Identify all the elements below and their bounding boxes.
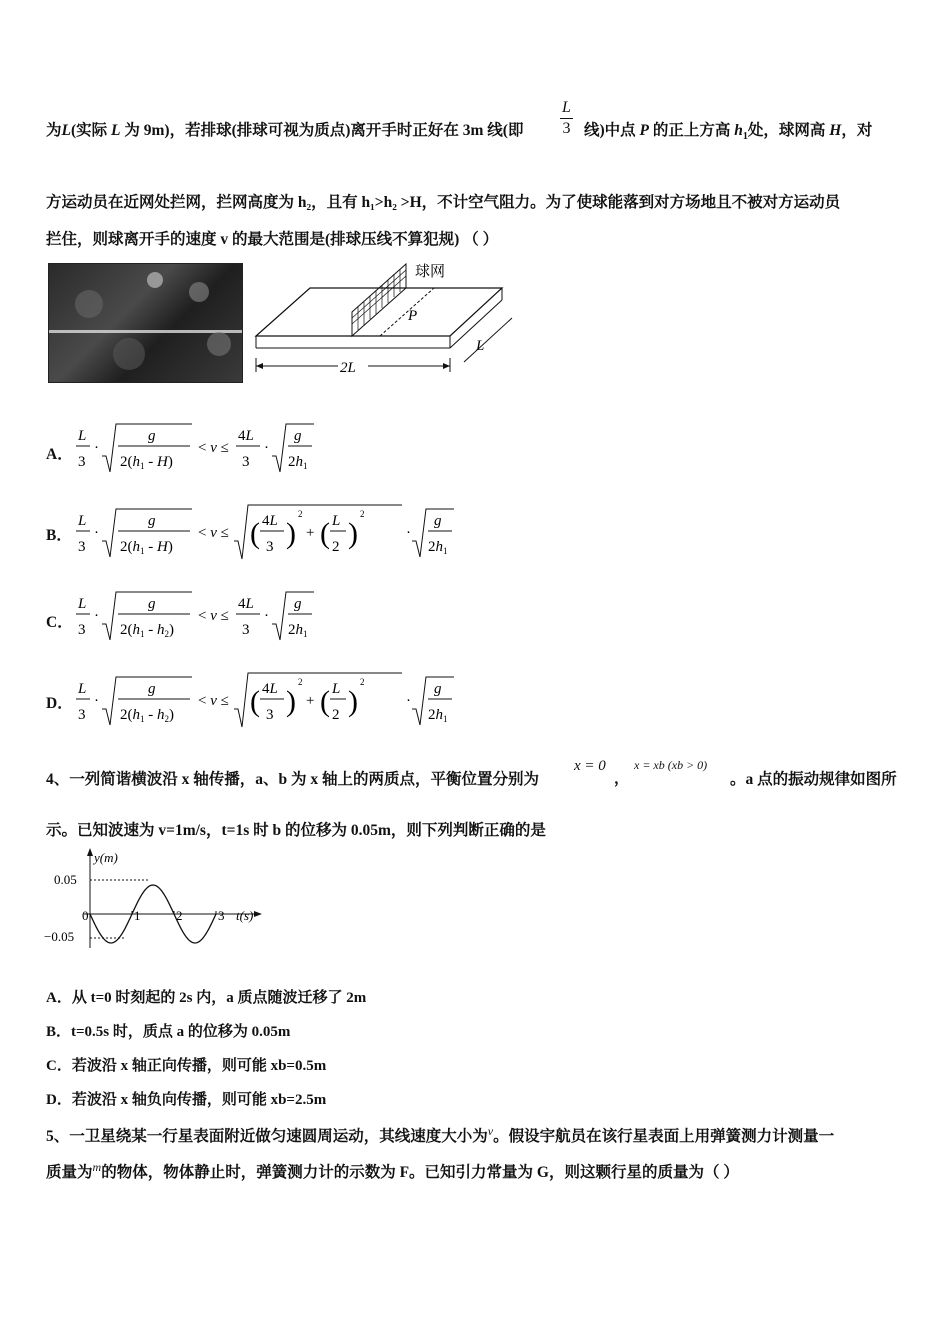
q3-text: 为 <box>46 122 62 139</box>
svg-text:2: 2 <box>298 677 303 687</box>
fraction-L-over-3 <box>560 98 573 139</box>
svg-text:·: · <box>406 525 411 541</box>
y-tick-neg: −0.05 <box>44 929 75 944</box>
svg-text:): ) <box>286 517 296 550</box>
svg-text:2: 2 <box>360 677 365 687</box>
svg-text:L: L <box>78 681 87 697</box>
svg-text:< v ≤: < v ≤ <box>198 608 229 624</box>
q5-line2 <box>46 1160 739 1182</box>
svg-text:3: 3 <box>78 539 86 555</box>
svg-text:L: L <box>78 513 87 529</box>
svg-text:·: · <box>264 440 269 456</box>
x-axis-label: t(s) <box>236 908 254 923</box>
svg-text:·: · <box>94 693 99 709</box>
svg-text:4L: 4L <box>238 428 254 444</box>
svg-text:2: 2 <box>332 539 340 555</box>
origin-label: 0 <box>82 908 89 923</box>
svg-text:2h1: $2h_1$ <box>428 707 448 724</box>
q5-text: 。假设宇航员在该行星表面上用弹簧测力计测量一 <box>493 1128 835 1145</box>
svg-text:): ) <box>286 685 296 718</box>
svg-text:2: 2 <box>298 509 303 519</box>
q5-line1 <box>46 1124 834 1146</box>
q4-option-c[interactable]: C．若波沿 x 轴正向传播，则可能 xb=0.5m <box>46 1058 327 1074</box>
q3-text: (实际 <box>70 122 108 139</box>
length-2L-label: 2L <box>340 360 356 376</box>
svg-text:L: L <box>78 596 87 612</box>
frac-numerator: L <box>560 98 573 119</box>
svg-text:3: 3 <box>242 622 250 638</box>
svg-text:< v ≤: < v ≤ <box>198 693 229 709</box>
svg-text:2: 2 <box>332 707 340 723</box>
option-a-label: A． <box>46 446 73 463</box>
svg-text:3: 3 <box>266 539 274 555</box>
option-c-formula <box>74 590 394 650</box>
svg-text:·: · <box>94 525 99 541</box>
q4-option-d[interactable]: D．若波沿 x 轴负向传播，则可能 xb=2.5m <box>46 1092 327 1108</box>
option-d-formula <box>74 671 474 735</box>
option-a-formula <box>74 422 394 482</box>
q5-text: 的物体，物体静止时，弹簧测力计的示数为 F。已知引力常量为 G，则这颗行星的质量为（ ） <box>101 1164 739 1181</box>
q4-xb: x = xb (xb > 0) <box>634 758 708 772</box>
svg-text:L: L <box>78 428 87 444</box>
option-c-label: C． <box>46 614 73 631</box>
svg-text:3: 3 <box>266 707 274 723</box>
q5-text: 质量为 <box>46 1164 93 1181</box>
q3-text: 线)中点 <box>584 122 636 139</box>
q5-text: 5、一卫星绕某一行星表面附近做匀速圆周运动，其线速度大小为 <box>46 1128 488 1145</box>
sub-1: 1 <box>742 131 748 143</box>
var-L: L <box>61 122 71 139</box>
var-L: L <box>111 122 121 139</box>
svg-text:·: · <box>94 440 99 456</box>
q3-line3: 拦住，则球离开手的速度 v 的最大范围是(排球压线不算犯规) （ ） <box>46 231 499 248</box>
q4-line1: 4、一列简谐横波沿 x 轴传播，a、b 为 x 轴上的两质点，平衡位置分别为 <box>46 771 539 788</box>
vibration-graph <box>40 846 270 952</box>
x-tick-label: 3 <box>218 908 225 923</box>
q3-text: 的正上方高 <box>652 122 731 139</box>
var-v: v <box>487 1124 494 1138</box>
svg-text:2(h1 - H): $2(h_1 - H)$ <box>120 539 173 556</box>
q4-option-b[interactable]: B．t=0.5s 时，质点 a 的位移为 0.05m <box>46 1024 291 1040</box>
svg-text:+: + <box>306 693 315 709</box>
svg-text:< v ≤: < v ≤ <box>198 440 229 456</box>
svg-text:2: 2 <box>360 509 365 519</box>
frac-denominator: 3 <box>562 120 571 137</box>
svg-text:2h1: $2h_1$ <box>428 539 448 556</box>
svg-text:g: g <box>148 596 156 612</box>
svg-text:g: g <box>294 596 302 612</box>
q4-line1-end: 。a 点的振动规律如图所 <box>730 771 897 788</box>
x-tick-label: 1 <box>134 908 141 923</box>
svg-text:3: 3 <box>78 454 86 470</box>
q3-line1 <box>46 118 523 140</box>
option-b-formula <box>74 503 474 567</box>
svg-text:2(h1 - h2): $2(h_1 - h_2)$ <box>120 707 174 724</box>
svg-text:3: 3 <box>242 454 250 470</box>
var-m: m <box>92 1160 102 1174</box>
svg-text:(: ( <box>250 685 260 718</box>
svg-text:4L: 4L <box>238 596 254 612</box>
svg-text:·: · <box>406 693 411 709</box>
length-L-label: L <box>476 338 485 354</box>
net-label: 球网 <box>415 264 446 280</box>
option-b-label: B． <box>46 527 72 544</box>
svg-text:2(h1 - H): $2(h_1 - H)$ <box>120 454 173 471</box>
svg-text:(: ( <box>320 517 330 550</box>
svg-text:4L: 4L <box>262 681 278 697</box>
svg-text:·: · <box>264 608 269 624</box>
svg-text:< v ≤: < v ≤ <box>198 525 229 541</box>
svg-text:(: ( <box>320 685 330 718</box>
var-P: P <box>639 122 650 139</box>
svg-text:g: g <box>434 513 442 529</box>
svg-text:): ) <box>348 685 358 718</box>
q3-line1-end <box>584 118 872 142</box>
svg-text:2h1: $2h_1$ <box>288 622 308 639</box>
svg-text:g: g <box>148 428 156 444</box>
point-P-label: P <box>408 308 418 324</box>
svg-text:): ) <box>348 517 358 550</box>
q3-text: 为 9m)，若排球(排球可视为质点)离开手时正好在 3m 线(即 <box>124 122 524 139</box>
q4-x0: x = 0 <box>574 758 606 774</box>
x-tick-label: 2 <box>176 908 183 923</box>
option-d-label: D． <box>46 695 73 712</box>
volleyball-photo-art <box>49 264 242 382</box>
svg-text:(: ( <box>250 517 260 550</box>
volleyball-court-diagram <box>250 262 515 382</box>
y-axis-label: y(m) <box>94 850 118 865</box>
x-axis-arrow <box>254 911 262 917</box>
svg-text:g: g <box>294 428 302 444</box>
q3-text: 处，球网高 <box>747 122 826 139</box>
svg-text:4L: 4L <box>262 513 278 529</box>
q3-text: ，对 <box>841 122 873 139</box>
y-axis-arrow <box>87 848 93 856</box>
var-H: H <box>829 122 842 139</box>
svg-text:L: L <box>332 681 341 697</box>
svg-text:L: L <box>332 513 341 529</box>
q3-line2: 方运动员在近网处拦网，拦网高度为 h₂，且有 h₁>h₂ >H，不计空气阻力。为了使球能落到对方场地且不被对方运动员 <box>46 194 841 211</box>
svg-text:·: · <box>94 608 99 624</box>
svg-text:3: 3 <box>78 707 86 723</box>
svg-text:2(h1 - h2): $2(h_1 - h_2)$ <box>120 622 174 639</box>
q4-line2: 示。已知波速为 v=1m/s，t=1s 时 b 的位移为 0.05m，则下列判断正确的是 <box>46 822 546 839</box>
y-tick-pos: 0.05 <box>54 872 77 887</box>
svg-text:+: + <box>306 525 315 541</box>
var-h: h <box>734 122 743 139</box>
svg-text:g: g <box>434 681 442 697</box>
q4-option-a[interactable]: A．从 t=0 时刻起的 2s 内，a 质点随波迁移了 2m <box>46 990 367 1006</box>
svg-text:2h1: $2h_1$ <box>288 454 308 471</box>
volleyball-photo <box>48 263 243 383</box>
svg-text:g: g <box>148 681 156 697</box>
svg-text:g: g <box>148 513 156 529</box>
q4-comma: ， <box>614 771 630 787</box>
svg-text:3: 3 <box>78 622 86 638</box>
